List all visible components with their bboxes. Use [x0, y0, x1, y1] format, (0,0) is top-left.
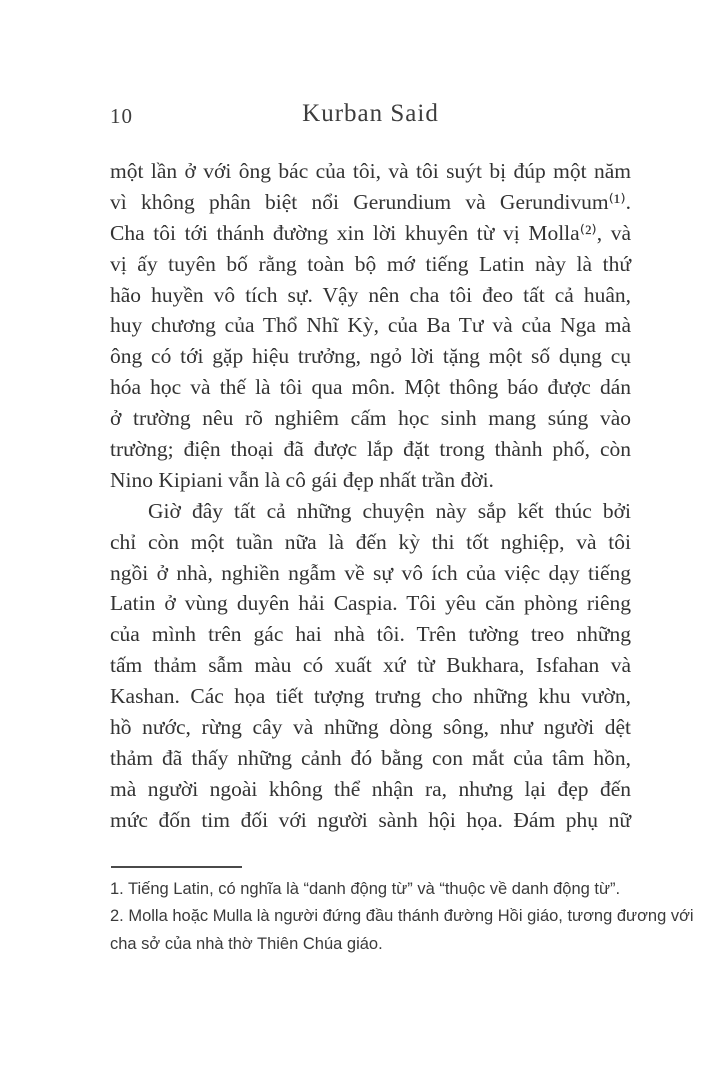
body-text-line: tấm thảm sẫm màu có xuất xứ từ Bukhara, Isfahan và: [110, 653, 631, 678]
footnotes: [110, 876, 694, 958]
footnote-line: 2. Molla hoặc Mulla là người đứng đầu thánh đường Hồi giáo, tương đương với: [110, 907, 694, 926]
body-text-line: vị ấy tuyên bố rằng toàn bộ mớ tiếng Latin này là thứ: [110, 251, 631, 276]
body-text: [110, 156, 631, 836]
body-text-line: ngồi ở nhà, nghiền ngẫm về sự vô ích của việc dạy tiếng: [110, 560, 631, 585]
body-text-line: hóa học và thế là tôi qua môn. Một thông báo được dán: [110, 375, 631, 400]
body-text-line: của mình trên gác hai nhà tôi. Trên tường treo những: [110, 622, 631, 647]
body-text-line: hồ nước, rừng cây và những dòng sông, như người dệt: [110, 715, 631, 740]
body-text-line: mức đốn tim đối với người sành hội họa. Đám phụ nữ: [110, 807, 631, 832]
body-text-line: Latin ở vùng duyên hải Caspia. Tôi yêu căn phòng riêng: [110, 591, 631, 616]
body-text-line: hão huyền vô tích sự. Vậy nên cha tôi đeo tất cả huân,: [110, 282, 631, 307]
body-text-line: vì không phân biệt nổi Gerundium và Gerundivum⁽¹⁾.: [110, 189, 631, 214]
page-number: 10: [110, 104, 133, 128]
footnote-line: cha sở của nhà thờ Thiên Chúa giáo.: [110, 934, 383, 953]
body-text-line: Giờ đây tất cả những chuyện này sắp kết thúc bởi: [148, 498, 631, 523]
body-text-line: một lần ở với ông bác của tôi, và tôi suýt bị đúp một năm: [110, 159, 631, 183]
footnote-separator-rule: [111, 866, 242, 868]
body-text-line: chỉ còn một tuần nữa là đến kỳ thi tốt nghiệp, và tôi: [110, 529, 631, 554]
body-text-line: thảm đã thấy những cảnh đó bằng con mắt của tâm hồn,: [110, 745, 631, 770]
body-text-line: huy chương của Thổ Nhĩ Kỳ, của Ba Tư và của Nga mà: [110, 313, 631, 338]
running-header: [110, 100, 631, 134]
body-text-line: ở trường nêu rõ nghiêm cấm học sinh mang súng vào: [110, 406, 631, 431]
body-text-line: trường; điện thoại đã được lắp đặt trong thành phố, còn: [110, 437, 631, 462]
footnote-line: 1. Tiếng Latin, có nghĩa là “danh động từ” và “thuộc về danh động từ”.: [110, 880, 621, 898]
body-text-line: mà người ngoài không thể nhận ra, nhưng lại đẹp đến: [110, 776, 631, 801]
body-text-line: Kashan. Các họa tiết tượng trưng cho những khu vườn,: [110, 684, 631, 709]
body-text-line: Cha tôi tới thánh đường xin lời khuyên từ vị Molla⁽²⁾, và: [110, 220, 631, 245]
running-title: Kurban Said: [302, 100, 439, 127]
body-text-line: Nino Kipiani vẫn là cô gái đẹp nhất trần đời.: [110, 467, 494, 492]
body-text-line: ông có tới gặp hiệu trưởng, ngỏ lời tặng một số dụng cụ: [110, 344, 631, 369]
